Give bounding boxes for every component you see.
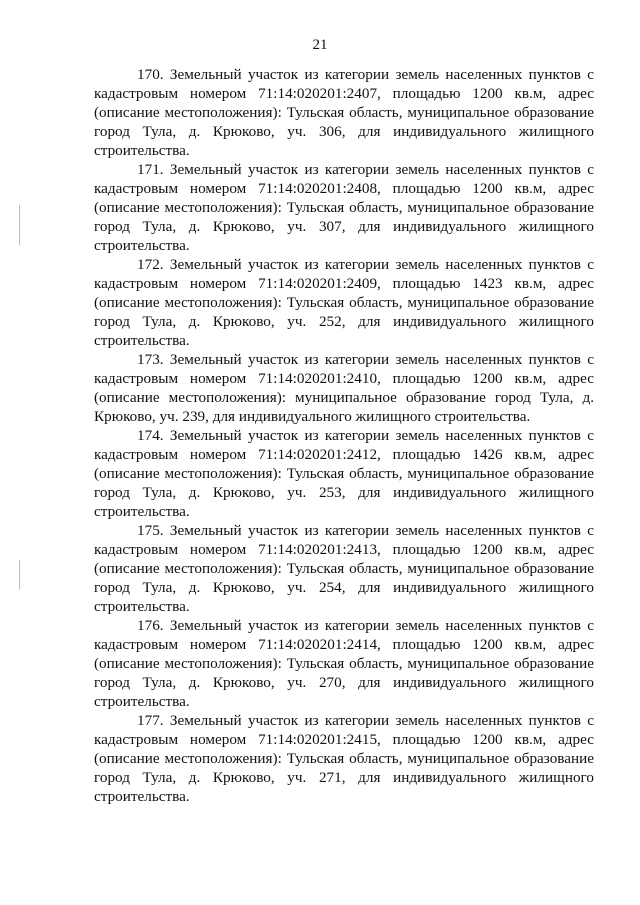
scan-margin-line [19,205,20,245]
page-number: 21 [312,37,328,53]
paragraph-item-172: 172. Земельный участок из категории земель населенных пунктов с кадастровым номером 71:14:020201:2409, площадью 1423 кв.м, адрес (описание местоположения): Тульская область, муниципальное образование город Тула, д. Крюково, уч. 252, для индивидуального жилищного строительства. [94,256,594,349]
scan-margin-line [19,560,20,590]
paragraph-item-170: 170. Земельный участок из категории земель населенных пунктов с кадастровым номером 71:14:020201:2407, площадью 1200 кв.м, адрес (описание местоположения): Тульская область, муниципальное образование город Тула, д. Крюково, уч. 306, для индивидуального жилищного строительства. [94,66,594,159]
paragraph-item-175: 175. Земельный участок из категории земель населенных пунктов с кадастровым номером 71:14:020201:2413, площадью 1200 кв.м, адрес (описание местоположения): Тульская область, муниципальное образование город Тула, д. Крюково, уч. 254, для индивидуального жилищного строительства. [94,522,594,615]
paragraph-item-176: 176. Земельный участок из категории земель населенных пунктов с кадастровым номером 71:14:020201:2414, площадью 1200 кв.м, адрес (описание местоположения): Тульская область, муниципальное образование город Тула, д. Крюково, уч. 270, для индивидуального жилищного строительства. [94,617,594,710]
paragraph-item-173: 173. Земельный участок из категории земель населенных пунктов с кадастровым номером 71:14:020201:2410, площадью 1200 кв.м, адрес (описание местоположения): муниципальное образование город Тула, д. Крюково, уч. 239, для индивидуального жилищного строительства. [94,351,594,425]
paragraph-item-171: 171. Земельный участок из категории земель населенных пунктов с кадастровым номером 71:14:020201:2408, площадью 1200 кв.м, адрес (описание местоположения): Тульская область, муниципальное образование город Тула, д. Крюково, уч. 307, для индивидуального жилищного строительства. [94,161,594,254]
paragraph-item-177: 177. Земельный участок из категории земель населенных пунктов с кадастровым номером 71:14:020201:2415, площадью 1200 кв.м, адрес (описание местоположения): Тульская область, муниципальное образование город Тула, д. Крюково, уч. 271, для индивидуального жилищного строительства. [94,712,594,805]
paragraph-item-174: 174. Земельный участок из категории земель населенных пунктов с кадастровым номером 71:14:020201:2412, площадью 1426 кв.м, адрес (описание местоположения): Тульская область, муниципальное образование город Тула, д. Крюково, уч. 253, для индивидуального жилищного строительства. [94,427,594,520]
document-body [94,65,594,806]
